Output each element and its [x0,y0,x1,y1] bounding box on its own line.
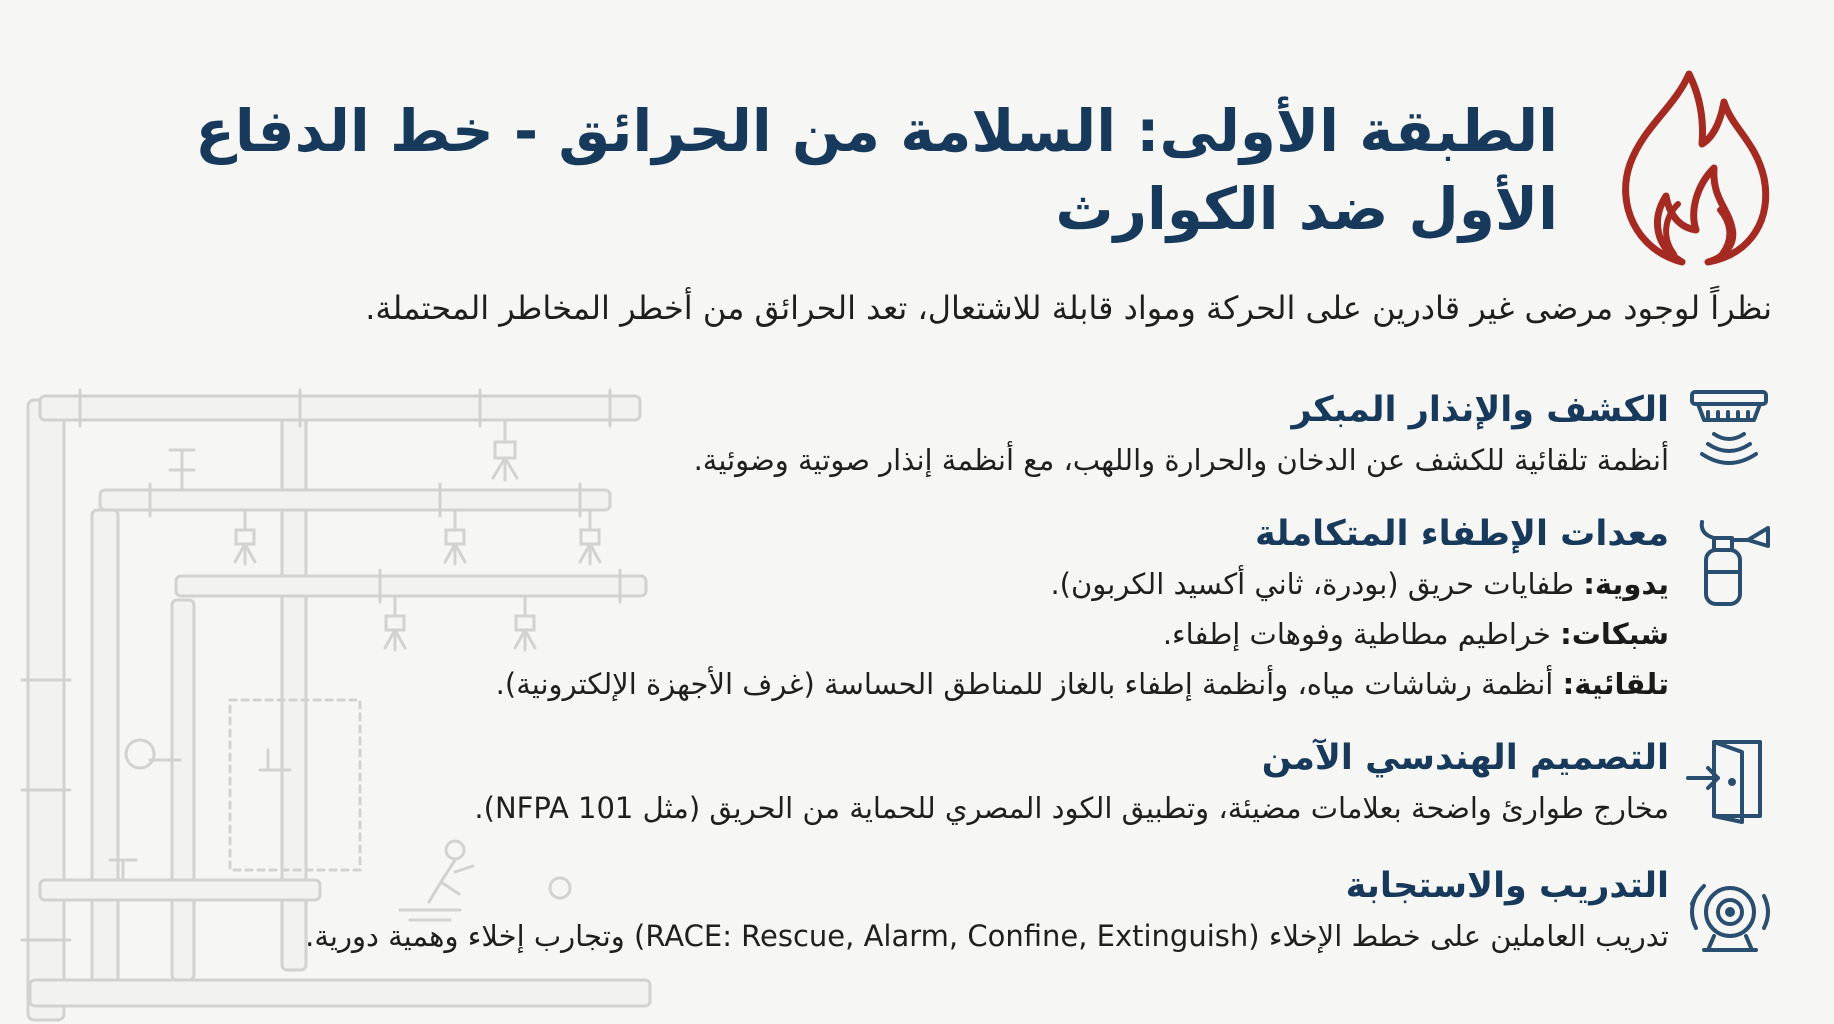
section-heading: التدريب والاستجابة [1345,866,1669,906]
item-text: أنظمة رشاشات مياه، وأنظمة إطفاء بالغاز للمناطق الحساسة (غرف الأجهزة الإلكترونية). [495,667,1563,701]
section-text: تدريب العاملين على خطط الإخلاء (RACE: Rescue, Alarm, Confine, Extinguish) وتجارب إخلاء وهمية دورية. [305,919,1669,953]
list-item [219,660,1669,708]
section-detection [219,386,1669,484]
item-label: يدوية: [1583,567,1669,601]
item-text: طفايات حريق (بودرة، ثاني أكسيد الكربون). [1050,567,1584,601]
item-text: خراطيم مطاطية وفوهات إطفاء. [1162,617,1561,651]
item-label: شبكات: [1560,617,1669,651]
fire-extinguisher-icon [1684,518,1774,608]
section-extinguishing-equipment [219,510,1669,708]
section-text: أنظمة تلقائية للكشف عن الدخان والحرارة واللهب، مع أنظمة إنذار صوتية وضوئية. [693,443,1669,477]
smoke-detector-icon [1684,384,1774,474]
item-label: تلقائية: [1562,667,1669,701]
fire-icon [1604,68,1774,268]
section-safe-design [219,734,1669,832]
list-item [219,610,1669,658]
section-heading: معدات الإطفاء المتكاملة [1254,514,1669,554]
section-training [219,862,1669,960]
section-heading: الكشف والإنذار المبكر [1291,390,1669,430]
section-text: مخارج طوارئ واضحة بعلامات مضيئة، وتطبيق الكود المصري للحماية من الحريق (مثل NFPA 101). [474,791,1669,825]
emergency-exit-door-icon [1684,734,1774,824]
list-item [219,560,1669,608]
page-title: الطبقة الأولى: السلامة من الحرائق - خط الدفاع الأول ضد الكوارث [195,97,1558,243]
alarm-bell-icon [1684,866,1774,956]
intro-text: نظراً لوجود مرضى غير قادرين على الحركة ومواد قابلة للاشتعال، تعد الحرائق من أخطر المخاطر المحتملة. [365,289,1772,327]
section-heading: التصميم الهندسي الآمن [1261,738,1669,778]
